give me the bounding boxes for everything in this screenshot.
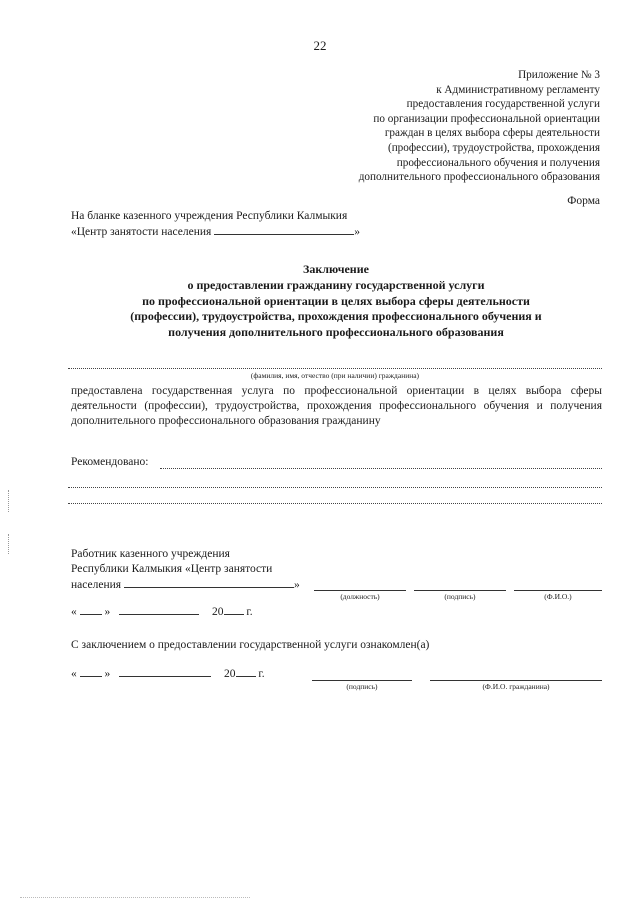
citizen-signature-caption: (подпись): [346, 682, 378, 691]
date-open-quote: «: [71, 606, 77, 618]
letterhead-note: [71, 209, 360, 240]
date-close-quote: »: [104, 668, 111, 680]
recommended-label: Рекомендовано:: [71, 456, 149, 468]
year-suffix: г.: [246, 606, 253, 618]
year-suffix: г.: [258, 668, 265, 680]
month-field[interactable]: [119, 604, 199, 615]
citizen-name-caption: (фамилия, имя, отчество (при наличии) гражданина): [250, 371, 420, 380]
date-close-quote: »: [104, 606, 111, 618]
appendix-line: (профессии), трудоустройства, прохождения: [387, 141, 600, 154]
appendix-line: Приложение № 3: [518, 69, 600, 81]
recommendation-field[interactable]: [160, 468, 602, 469]
worker-line: Республики Калмыкия «Центр занятости: [71, 563, 273, 575]
signature-caption: (подпись): [444, 592, 476, 601]
recommendation-field[interactable]: [68, 487, 602, 488]
title-line: получения дополнительного профессионального образования: [168, 325, 504, 340]
month-field[interactable]: [119, 666, 211, 677]
letterhead-blank-field[interactable]: [214, 224, 354, 235]
letterhead-line: На бланке казенного учреждения Республики Калмыкия: [71, 210, 348, 222]
citizen-name-signature-field[interactable]: [430, 680, 602, 681]
position-field[interactable]: [314, 590, 406, 591]
scan-margin-mark: [8, 534, 10, 554]
scan-bottom-artifact: [20, 897, 250, 898]
year-prefix: 20: [212, 606, 224, 618]
day-field[interactable]: [80, 666, 102, 677]
full-name-caption: (Ф.И.О.): [544, 592, 572, 601]
form-label: Форма: [567, 195, 600, 207]
title-line: по профессиональной ориентации в целях выбора сферы деятельности: [142, 293, 530, 308]
appendix-line: по организации профессиональной ориентации: [373, 112, 600, 125]
citizen-name-caption: (Ф.И.О. гражданина): [482, 682, 550, 691]
year-field[interactable]: [224, 604, 244, 615]
acknowledgement-text: С заключением о предоставлении государственной услуги ознакомлен(а): [71, 639, 430, 651]
letterhead-org: «Центр занятости населения: [71, 226, 212, 238]
worker-org-field[interactable]: [124, 577, 294, 588]
appendix-line: профессионального обучения и получения: [396, 156, 600, 169]
service-statement: предоставлена государственная услуга по профессиональной ориентации в целях выбора сферы деятельности (профессии), трудоустройства, прохождения профессионального обучения и получения дополнительного профессионального образования гражданину: [71, 385, 602, 427]
year-prefix: 20: [224, 668, 236, 680]
scan-margin-mark: [8, 490, 10, 512]
title-heading: Заключение: [303, 262, 369, 276]
appendix-line: к Административному регламенту: [436, 83, 600, 96]
title-line: (профессии), трудоустройства, прохождения профессионального обучения и: [130, 309, 542, 324]
title-line: о предоставлении гражданину государственной услуги: [187, 277, 485, 292]
worker-date: [71, 604, 253, 618]
recommendation-field[interactable]: [68, 503, 602, 504]
appendix-line: предоставления государственной услуги: [406, 98, 600, 111]
date-open-quote: «: [71, 668, 77, 680]
citizen-name-field[interactable]: [68, 368, 602, 369]
page-number: 22: [313, 38, 327, 53]
worker-line: населения: [71, 579, 122, 591]
document-title: [70, 262, 602, 341]
worker-line: Работник казенного учреждения: [71, 548, 230, 560]
appendix-header: [300, 68, 600, 185]
position-caption: (должность): [340, 592, 380, 601]
worker-close-quote: »: [293, 579, 300, 591]
worker-block: [71, 547, 300, 593]
citizen-signature-field[interactable]: [312, 680, 412, 681]
appendix-line: граждан в целях выбора сферы деятельности: [384, 127, 600, 140]
full-name-field[interactable]: [514, 590, 602, 591]
letterhead-close-quote: »: [354, 226, 360, 238]
day-field[interactable]: [80, 604, 102, 615]
signature-field[interactable]: [414, 590, 506, 591]
appendix-line: дополнительного профессионального образования: [358, 171, 600, 184]
citizen-date: [71, 666, 265, 680]
year-field[interactable]: [236, 666, 256, 677]
